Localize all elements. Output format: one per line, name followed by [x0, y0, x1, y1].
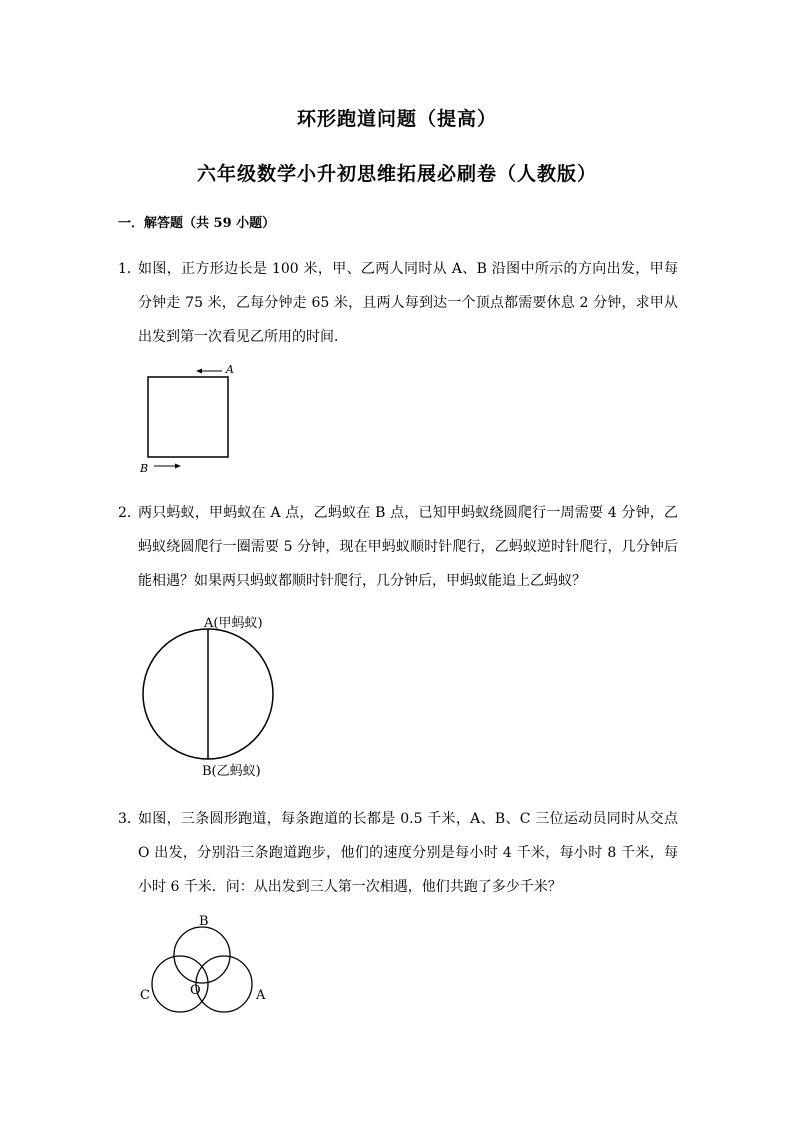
arrowhead-b-icon	[175, 464, 181, 469]
arrowhead-a-icon	[196, 369, 202, 374]
label-a: A	[256, 988, 266, 1003]
problem-text: 两只蚂蚁，甲蚂蚁在 A 点，乙蚂蚁在 B 点，已知甲蚂蚁绕圆爬行一周需要 4 分钟，乙蚂蚁绕圆爬行一圈需要 5 分钟，现在甲蚂蚁顺时针爬行，乙蚂蚁逆时针爬行，几分钟后能相遇？如果两只蚂蚁都顺时针爬行，几分钟后，甲蚂蚁能追上乙蚂蚁？	[138, 505, 678, 589]
three-circles-figure	[130, 905, 280, 1020]
circle-track-a	[196, 956, 252, 1012]
problem-text: 如图，正方形边长是 100 米，甲、乙两人同时从 A、B 沿图中所示的方向出发，甲每分钟走 75 米，乙每分钟走 65 米，且两人每到达一个顶点都需要休息 2 分钟，求甲从出发到第一次看见乙所用的时间．	[138, 261, 678, 345]
page-title: 环形跑道问题（提高）	[296, 108, 497, 130]
page-subtitle: 六年级数学小升初思维拓展必刷卷（人教版）	[196, 163, 597, 185]
problem-number: 3．	[118, 811, 141, 827]
problem-3	[118, 802, 678, 904]
label-b: B	[199, 914, 209, 929]
label-b: B	[140, 462, 149, 475]
label-b-ant: B(乙蚂蚁)	[202, 764, 261, 779]
circle-track-b	[174, 927, 230, 983]
problem-1	[118, 252, 678, 354]
problem-number: 2．	[118, 505, 141, 521]
section-heading: 一．解答题（共 59 小题）	[118, 216, 276, 231]
label-a: A	[226, 363, 234, 376]
problem-number: 1．	[118, 261, 141, 277]
square-track-figure	[138, 362, 248, 477]
label-a-ant: A(甲蚂蚁)	[204, 616, 263, 631]
label-o: O	[190, 983, 201, 998]
problem-text: 如图，三条圆形跑道，每条跑道的长都是 0.5 千米，A、B、C 三位运动员同时从交点 O 出发，分别沿三条跑道跑步，他们的速度分别是每小时 4 千米，每小时 8 千米，每小时 6 千米．问：从出发到三人第一次相遇，他们共跑了多少千米？	[138, 811, 678, 895]
label-c: C	[140, 988, 150, 1003]
square-track	[148, 377, 228, 457]
circle-track-figure	[138, 612, 288, 782]
problem-2	[118, 496, 678, 598]
